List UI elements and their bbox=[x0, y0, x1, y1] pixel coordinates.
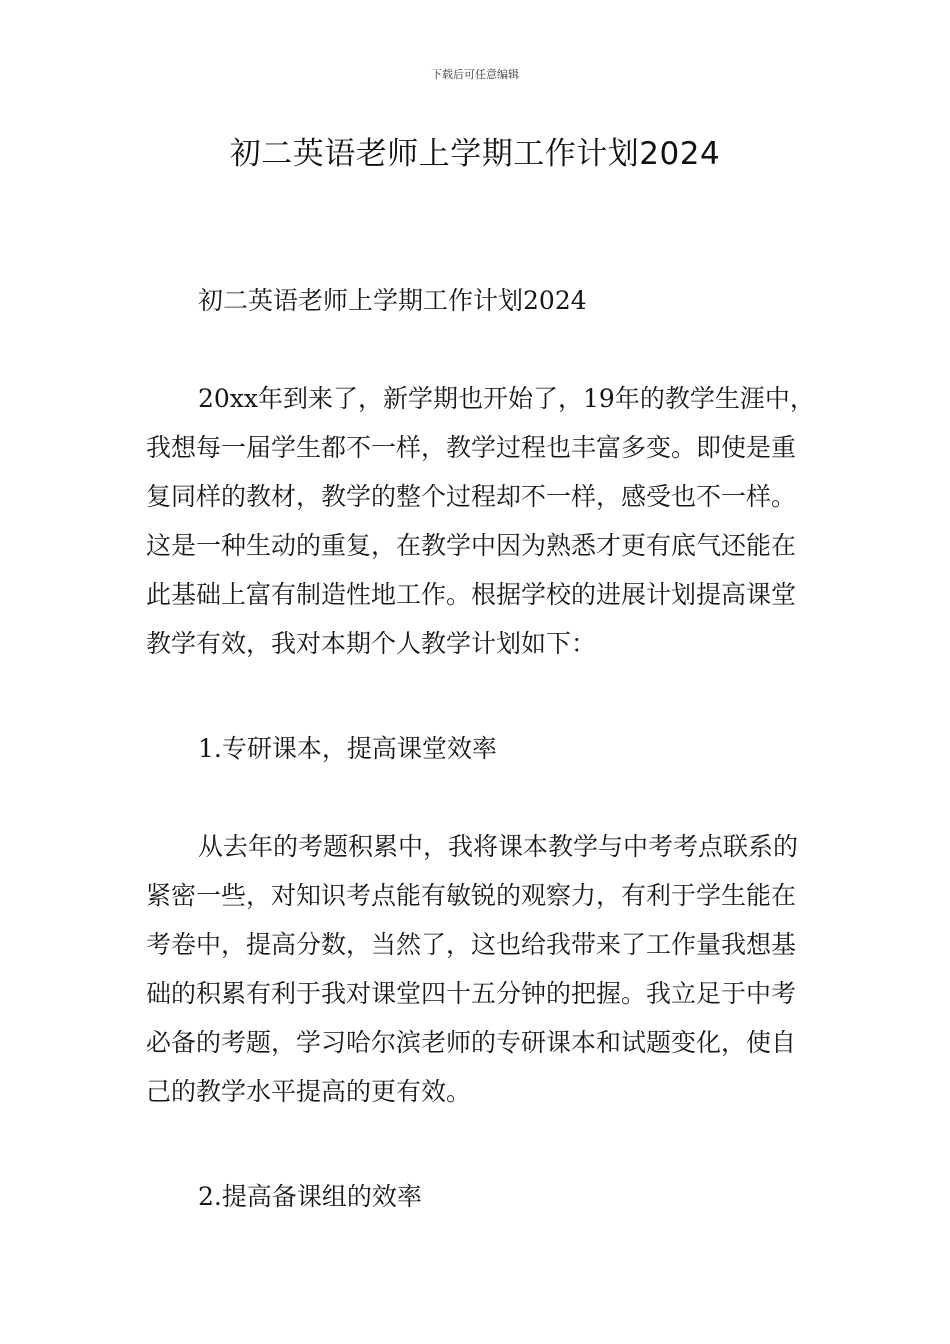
document-title: 初二英语老师上学期工作计划2024 bbox=[229, 136, 721, 172]
section-heading-1: 1.专研课本，提高课堂效率 bbox=[198, 734, 497, 763]
section-body-1: 从去年的考题积累中，我将课本教学与中考考点联系的紧密一些，对知识考点能有敏锐的观察力，有利于学生能在考卷中，提高分数，当然了，这也给我带来了工作量我想基础的积累有利于我对课堂四十五分钟的把握。我立足于中考必备的考题，学习哈尔滨老师的专研课本和试题变化，使自己的教学水平提高的更有效。 bbox=[146, 832, 799, 1106]
intro-paragraph: 20xx年到来了，新学期也开始了，19年的教学生涯中，我想每一届学生都不一样，教学过程也丰富多变。即使是重复同样的教材，教学的整个过程却不一样，感受也不一样。这是一种生动的重复，在教学中因为熟悉才更有底气还能在此基础上富有制造性地工作。根据学校的进展计划提高课堂教学有效，我对本期个人教学计划如下： bbox=[146, 384, 815, 658]
header-note: 下载后可任意编辑 bbox=[431, 68, 519, 81]
subtitle-paragraph: 初二英语老师上学期工作计划2024 bbox=[198, 286, 587, 315]
section-heading-2: 2.提高备课组的效率 bbox=[198, 1182, 422, 1211]
